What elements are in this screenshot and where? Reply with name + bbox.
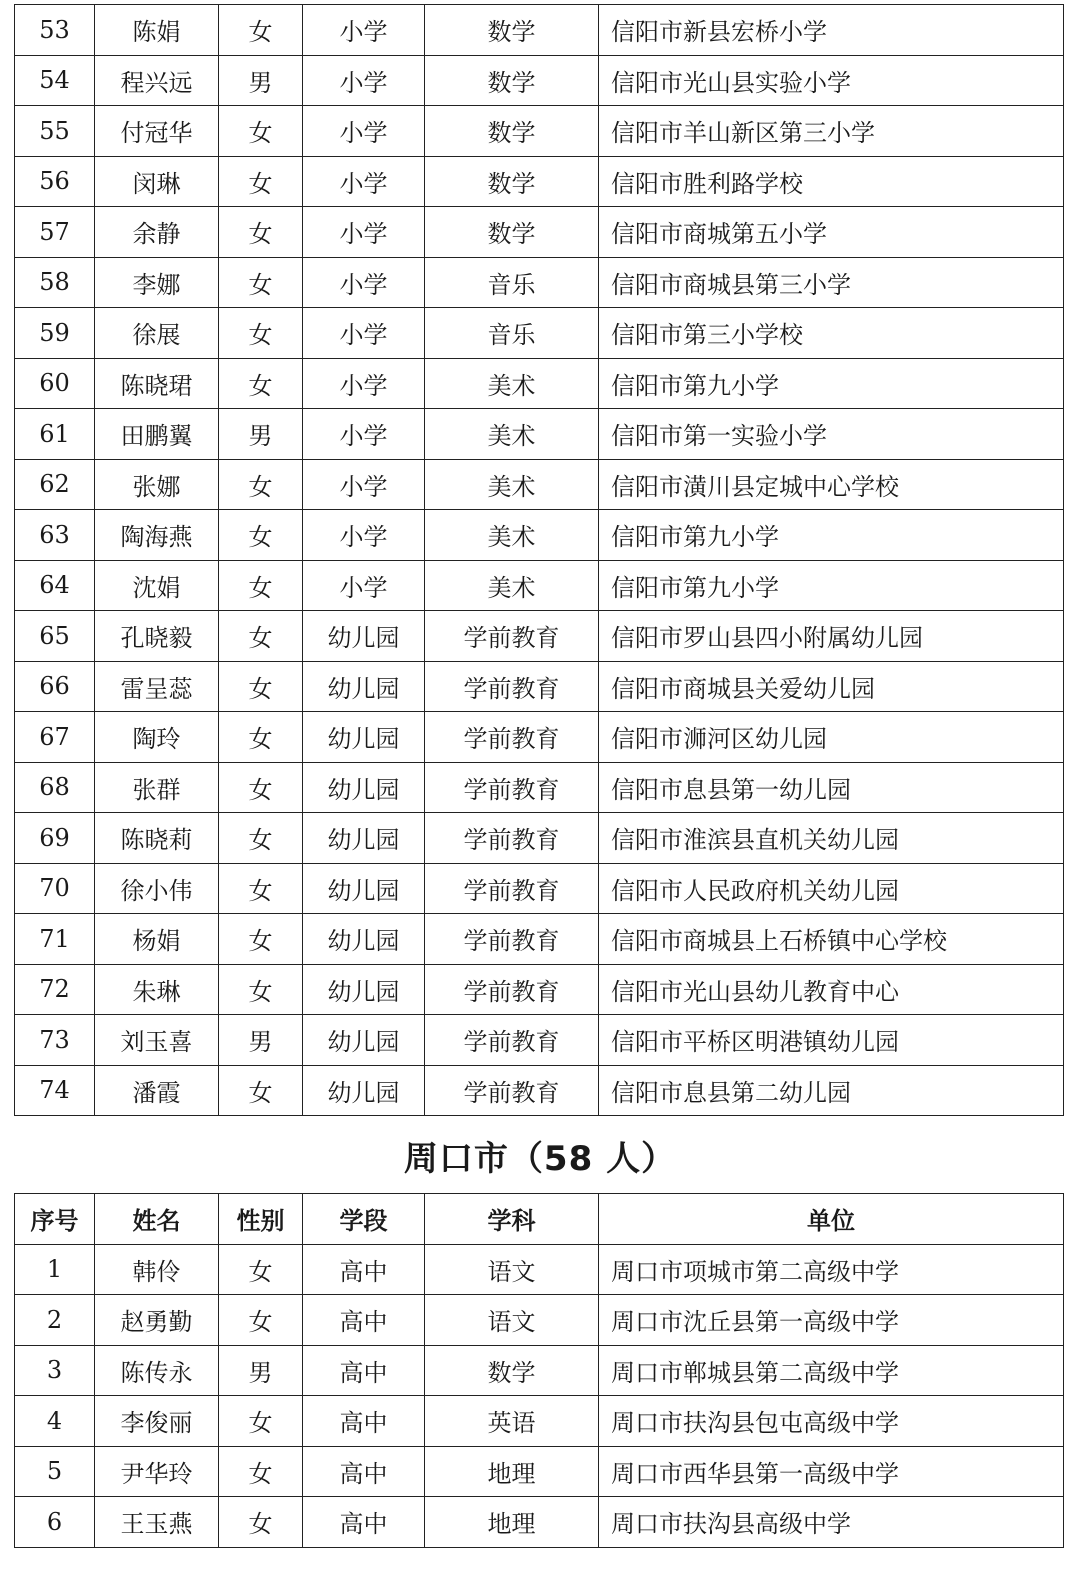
cell-stage: 小学 <box>303 207 425 258</box>
cell-unit: 周口市项城市第二高级中学 <box>599 1244 1064 1295</box>
cell-gender: 女 <box>219 611 303 662</box>
cell-subject: 英语 <box>425 1396 599 1447</box>
cell-stage: 高中 <box>303 1396 425 1447</box>
cell-index: 63 <box>15 510 95 561</box>
cell-stage: 小学 <box>303 409 425 460</box>
cell-unit: 信阳市第九小学 <box>599 510 1064 561</box>
cell-subject: 数学 <box>425 106 599 157</box>
header-index: 序号 <box>15 1194 95 1245</box>
cell-index: 56 <box>15 156 95 207</box>
cell-stage: 小学 <box>303 560 425 611</box>
cell-name: 陈晓莉 <box>95 813 219 864</box>
cell-name: 田鹏翼 <box>95 409 219 460</box>
cell-gender: 女 <box>219 1396 303 1447</box>
cell-subject: 音乐 <box>425 308 599 359</box>
table-row <box>15 863 1064 914</box>
cell-name: 闵琳 <box>95 156 219 207</box>
cell-subject: 学前教育 <box>425 1065 599 1116</box>
cell-unit: 信阳市息县第二幼儿园 <box>599 1065 1064 1116</box>
cell-index: 62 <box>15 459 95 510</box>
cell-index: 5 <box>15 1446 95 1497</box>
cell-subject: 学前教育 <box>425 611 599 662</box>
cell-name: 付冠华 <box>95 106 219 157</box>
cell-gender: 女 <box>219 510 303 561</box>
cell-stage: 小学 <box>303 308 425 359</box>
table-row <box>15 1244 1064 1295</box>
cell-subject: 语文 <box>425 1244 599 1295</box>
cell-stage: 小学 <box>303 55 425 106</box>
cell-name: 王玉燕 <box>95 1497 219 1548</box>
table-row <box>15 207 1064 258</box>
header-subject: 学科 <box>425 1194 599 1245</box>
cell-index: 1 <box>15 1244 95 1295</box>
cell-gender: 男 <box>219 409 303 460</box>
cell-name: 赵勇勤 <box>95 1295 219 1346</box>
cell-name: 沈娟 <box>95 560 219 611</box>
cell-subject: 学前教育 <box>425 712 599 763</box>
cell-subject: 学前教育 <box>425 762 599 813</box>
table-row <box>15 5 1064 56</box>
cell-subject: 学前教育 <box>425 813 599 864</box>
cell-name: 陈传永 <box>95 1345 219 1396</box>
table-row <box>15 55 1064 106</box>
cell-unit: 信阳市羊山新区第三小学 <box>599 106 1064 157</box>
cell-name: 杨娟 <box>95 914 219 965</box>
cell-stage: 幼儿园 <box>303 914 425 965</box>
cell-index: 4 <box>15 1396 95 1447</box>
cell-stage: 幼儿园 <box>303 1065 425 1116</box>
cell-unit: 周口市西华县第一高级中学 <box>599 1446 1064 1497</box>
cell-name: 徐展 <box>95 308 219 359</box>
cell-gender: 女 <box>219 5 303 56</box>
cell-subject: 美术 <box>425 358 599 409</box>
cell-unit: 信阳市第三小学校 <box>599 308 1064 359</box>
cell-unit: 信阳市潢川县定城中心学校 <box>599 459 1064 510</box>
cell-unit: 周口市扶沟县包屯高级中学 <box>599 1396 1064 1447</box>
cell-subject: 音乐 <box>425 257 599 308</box>
header-gender: 性别 <box>219 1194 303 1245</box>
cell-unit: 信阳市平桥区明港镇幼儿园 <box>599 1015 1064 1066</box>
cell-unit: 信阳市淮滨县直机关幼儿园 <box>599 813 1064 864</box>
cell-gender: 男 <box>219 55 303 106</box>
xinyang-teacher-table <box>14 4 1064 1116</box>
cell-gender: 女 <box>219 358 303 409</box>
cell-gender: 女 <box>219 762 303 813</box>
table-row <box>15 1295 1064 1346</box>
cell-gender: 女 <box>219 1446 303 1497</box>
cell-name: 陶海燕 <box>95 510 219 561</box>
cell-subject: 学前教育 <box>425 914 599 965</box>
cell-stage: 幼儿园 <box>303 661 425 712</box>
cell-subject: 美术 <box>425 560 599 611</box>
cell-gender: 女 <box>219 1244 303 1295</box>
cell-index: 72 <box>15 964 95 1015</box>
cell-stage: 幼儿园 <box>303 813 425 864</box>
cell-gender: 女 <box>219 459 303 510</box>
cell-subject: 地理 <box>425 1446 599 1497</box>
cell-stage: 幼儿园 <box>303 611 425 662</box>
cell-unit: 信阳市人民政府机关幼儿园 <box>599 863 1064 914</box>
cell-stage: 小学 <box>303 510 425 561</box>
cell-unit: 信阳市第九小学 <box>599 560 1064 611</box>
table-row <box>15 459 1064 510</box>
cell-index: 71 <box>15 914 95 965</box>
table-row <box>15 510 1064 561</box>
table-row <box>15 156 1064 207</box>
cell-index: 68 <box>15 762 95 813</box>
cell-stage: 小学 <box>303 156 425 207</box>
cell-name: 朱琳 <box>95 964 219 1015</box>
cell-stage: 幼儿园 <box>303 1015 425 1066</box>
cell-subject: 语文 <box>425 1295 599 1346</box>
cell-name: 陈晓珺 <box>95 358 219 409</box>
cell-gender: 男 <box>219 1345 303 1396</box>
cell-name: 徐小伟 <box>95 863 219 914</box>
cell-unit: 信阳市胜利路学校 <box>599 156 1064 207</box>
cell-unit: 周口市沈丘县第一高级中学 <box>599 1295 1064 1346</box>
cell-index: 60 <box>15 358 95 409</box>
cell-stage: 高中 <box>303 1446 425 1497</box>
cell-gender: 女 <box>219 106 303 157</box>
cell-name: 潘霞 <box>95 1065 219 1116</box>
cell-unit: 信阳市罗山县四小附属幼儿园 <box>599 611 1064 662</box>
cell-subject: 数学 <box>425 1345 599 1396</box>
table-row <box>15 560 1064 611</box>
table-row <box>15 257 1064 308</box>
cell-gender: 女 <box>219 1497 303 1548</box>
table-row <box>15 308 1064 359</box>
cell-subject: 学前教育 <box>425 964 599 1015</box>
cell-unit: 信阳市商城县上石桥镇中心学校 <box>599 914 1064 965</box>
cell-gender: 女 <box>219 1295 303 1346</box>
cell-name: 陶玲 <box>95 712 219 763</box>
cell-gender: 女 <box>219 560 303 611</box>
table-row <box>15 106 1064 157</box>
cell-subject: 学前教育 <box>425 863 599 914</box>
cell-stage: 幼儿园 <box>303 762 425 813</box>
cell-stage: 高中 <box>303 1295 425 1346</box>
zhoukou-teacher-table <box>14 1193 1064 1548</box>
cell-index: 54 <box>15 55 95 106</box>
table-row <box>15 914 1064 965</box>
cell-unit: 周口市扶沟县高级中学 <box>599 1497 1064 1548</box>
cell-name: 张娜 <box>95 459 219 510</box>
cell-subject: 地理 <box>425 1497 599 1548</box>
cell-gender: 女 <box>219 308 303 359</box>
cell-unit: 周口市郸城县第二高级中学 <box>599 1345 1064 1396</box>
cell-gender: 女 <box>219 156 303 207</box>
cell-stage: 幼儿园 <box>303 863 425 914</box>
cell-index: 74 <box>15 1065 95 1116</box>
header-stage: 学段 <box>303 1194 425 1245</box>
cell-subject: 美术 <box>425 409 599 460</box>
cell-name: 尹华玲 <box>95 1446 219 1497</box>
cell-subject: 学前教育 <box>425 661 599 712</box>
cell-index: 59 <box>15 308 95 359</box>
cell-index: 64 <box>15 560 95 611</box>
cell-name: 余静 <box>95 207 219 258</box>
table-row <box>15 1345 1064 1396</box>
cell-unit: 信阳市光山县实验小学 <box>599 55 1064 106</box>
cell-gender: 女 <box>219 1065 303 1116</box>
cell-index: 55 <box>15 106 95 157</box>
cell-gender: 女 <box>219 257 303 308</box>
cell-index: 66 <box>15 661 95 712</box>
cell-index: 2 <box>15 1295 95 1346</box>
cell-index: 6 <box>15 1497 95 1548</box>
cell-unit: 信阳市新县宏桥小学 <box>599 5 1064 56</box>
cell-stage: 幼儿园 <box>303 712 425 763</box>
cell-index: 61 <box>15 409 95 460</box>
cell-gender: 女 <box>219 207 303 258</box>
cell-subject: 美术 <box>425 459 599 510</box>
cell-name: 李娜 <box>95 257 219 308</box>
cell-stage: 小学 <box>303 459 425 510</box>
cell-unit: 信阳市商城县第三小学 <box>599 257 1064 308</box>
cell-stage: 高中 <box>303 1244 425 1295</box>
table-row <box>15 964 1064 1015</box>
table-row <box>15 1446 1064 1497</box>
cell-unit: 信阳市第一实验小学 <box>599 409 1064 460</box>
table-row <box>15 813 1064 864</box>
table-row <box>15 358 1064 409</box>
cell-index: 65 <box>15 611 95 662</box>
table-row <box>15 1497 1064 1548</box>
table-row <box>15 712 1064 763</box>
cell-unit: 信阳市息县第一幼儿园 <box>599 762 1064 813</box>
cell-stage: 幼儿园 <box>303 964 425 1015</box>
cell-stage: 小学 <box>303 257 425 308</box>
cell-gender: 男 <box>219 1015 303 1066</box>
cell-name: 刘玉喜 <box>95 1015 219 1066</box>
cell-stage: 小学 <box>303 5 425 56</box>
cell-unit: 信阳市浉河区幼儿园 <box>599 712 1064 763</box>
cell-index: 58 <box>15 257 95 308</box>
cell-index: 73 <box>15 1015 95 1066</box>
cell-subject: 数学 <box>425 55 599 106</box>
cell-name: 韩伶 <box>95 1244 219 1295</box>
table-row <box>15 409 1064 460</box>
header-name: 姓名 <box>95 1194 219 1245</box>
table-row <box>15 1015 1064 1066</box>
table-row <box>15 611 1064 662</box>
cell-index: 57 <box>15 207 95 258</box>
table-row <box>15 1065 1064 1116</box>
cell-name: 李俊丽 <box>95 1396 219 1447</box>
cell-index: 3 <box>15 1345 95 1396</box>
cell-subject: 数学 <box>425 156 599 207</box>
section-title-zhoukou: 周口市（58 人） <box>403 1139 677 1179</box>
cell-name: 陈娟 <box>95 5 219 56</box>
header-unit: 单位 <box>599 1194 1064 1245</box>
cell-unit: 信阳市商城县关爱幼儿园 <box>599 661 1064 712</box>
cell-name: 程兴远 <box>95 55 219 106</box>
cell-gender: 女 <box>219 914 303 965</box>
cell-stage: 小学 <box>303 106 425 157</box>
table-row <box>15 661 1064 712</box>
cell-subject: 数学 <box>425 207 599 258</box>
cell-index: 70 <box>15 863 95 914</box>
cell-index: 67 <box>15 712 95 763</box>
cell-index: 53 <box>15 5 95 56</box>
cell-unit: 信阳市第九小学 <box>599 358 1064 409</box>
cell-name: 孔晓毅 <box>95 611 219 662</box>
cell-gender: 女 <box>219 964 303 1015</box>
cell-subject: 美术 <box>425 510 599 561</box>
cell-name: 雷呈蕊 <box>95 661 219 712</box>
cell-name: 张群 <box>95 762 219 813</box>
cell-stage: 小学 <box>303 358 425 409</box>
cell-gender: 女 <box>219 712 303 763</box>
cell-gender: 女 <box>219 813 303 864</box>
cell-index: 69 <box>15 813 95 864</box>
cell-gender: 女 <box>219 661 303 712</box>
cell-subject: 学前教育 <box>425 1015 599 1066</box>
table-row <box>15 762 1064 813</box>
cell-subject: 数学 <box>425 5 599 56</box>
cell-stage: 高中 <box>303 1497 425 1548</box>
cell-gender: 女 <box>219 863 303 914</box>
table-row <box>15 1396 1064 1447</box>
cell-stage: 高中 <box>303 1345 425 1396</box>
cell-unit: 信阳市商城第五小学 <box>599 207 1064 258</box>
table-header-row <box>15 1194 1064 1245</box>
cell-unit: 信阳市光山县幼儿教育中心 <box>599 964 1064 1015</box>
